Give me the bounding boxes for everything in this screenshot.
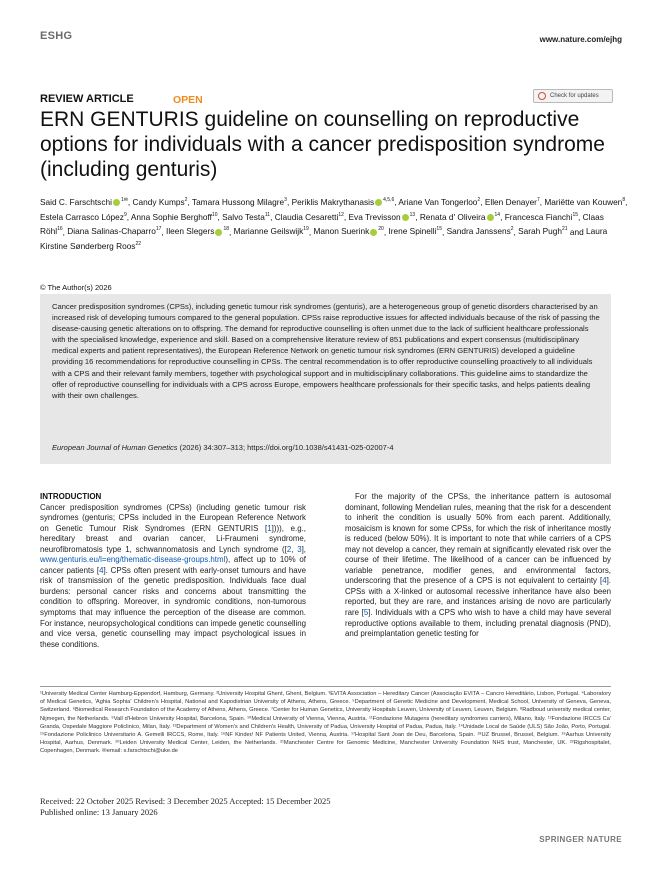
author-name-text: Sarah Pugh bbox=[518, 226, 562, 237]
article-title: ERN GENTURIS guideline on counselling on reproductive options for individuals with a cancer predisposition syndrome (including genturis) bbox=[40, 108, 605, 181]
author-name-text: Mariëtte van Kouwen bbox=[544, 196, 623, 207]
check-updates-label: Check for updates bbox=[550, 93, 599, 99]
author-name bbox=[131, 212, 218, 222]
ref-link-1[interactable]: 1 bbox=[267, 523, 272, 533]
author-name-text: Periklis Makrythanasis bbox=[291, 196, 375, 207]
body-text: For the majority of the CPSs, the inheritance pattern is autosomal dominant, following Mendelian rules, meaning that the risk for a descendent to inherit the condition is usually 50% from each parent. Additionally, mosaicism is known for some CPSs, for which the risk of inheritance mostly is reduced (below 50%). It is important to note that while carriers of a CPS may not develop a cancer, they remain at significantly elevated risk over the course of their lifetime. The likelihood of a cancer can be influenced by variable penetrance, modifier genes, and environmental factors, underscoring that the presence of a CPS is not equivalent to certainty [ bbox=[345, 492, 611, 586]
author-name bbox=[40, 212, 127, 222]
author-name bbox=[222, 212, 270, 222]
author-name-text: Estela Carrasco López bbox=[40, 211, 124, 222]
author-affiliation-number: 21 bbox=[561, 226, 568, 233]
author-affiliation-number: 13 bbox=[409, 211, 416, 218]
author-name-text: Irene Spinelli bbox=[388, 226, 437, 237]
check-for-updates-button[interactable] bbox=[533, 89, 613, 103]
ref-link-5[interactable]: 5 bbox=[363, 608, 369, 618]
abstract-box bbox=[40, 294, 611, 464]
body-column-right bbox=[345, 492, 611, 640]
author-list: Said C. Farschtschi $^{1✉}$, Candy Kumps$^2$, Tamara Hussong Milagre$^3$, Periklis Makrythanasis $^{4,5,6}$, Ariane Van Tongerloo$^2$, Ellen Denayer$^7$, Mariëtte van Kouwen$^8$, Estela Carrasco López$^9$, Anna Sophie Berghoff$^{10}$, Salvo Testa$^{11}$, Claudia Cesaretti$^{12}$, Eva Trevisson $^{13}$, Renata d' Oliveira $^{14}$, Francesca Fianchi$^{15}$, Claas Röhl$^{16}$, Diana Salinas-Chaparro$^{17}$, Ileen Slegers $^{18}$, Marianne Geilswijk$^{19}$, Manon Suerink $^{20}$, Irene Spinelli$^{15}$, Sandra Janssens$^2$, Sarah Pugh$^{21}$ and Laura Kirstine Sønderberg Roos$^{22}$ bbox=[40, 196, 628, 252]
journal-url-link[interactable]: www.nature.com/ejhg bbox=[539, 35, 622, 44]
affiliations-divider bbox=[40, 686, 611, 687]
orcid-icon[interactable] bbox=[370, 229, 377, 236]
author-affiliation-number: 22 bbox=[135, 241, 142, 248]
author-name bbox=[447, 226, 514, 236]
ref-link-3[interactable]: 3 bbox=[297, 544, 302, 554]
author-affiliation-number: 20 bbox=[378, 226, 384, 233]
author-name bbox=[40, 197, 128, 207]
author-name bbox=[166, 226, 229, 236]
author-name bbox=[234, 226, 309, 236]
journal-name: European Journal of Human Genetics bbox=[52, 443, 178, 452]
intro-text: ), affect up to 10% of cancer patients [ bbox=[40, 555, 306, 575]
orcid-icon[interactable] bbox=[215, 229, 222, 236]
author-affiliation-number: 2 bbox=[184, 197, 188, 203]
orcid-icon[interactable] bbox=[402, 214, 409, 221]
author-name-text: Sandra Janssens bbox=[446, 226, 511, 237]
author-affiliation-number: 10 bbox=[211, 211, 218, 218]
author-name bbox=[398, 197, 480, 207]
author-name bbox=[420, 212, 500, 222]
author-affiliation-number: 17 bbox=[155, 226, 162, 233]
author-name-text: Renata d' Oliveira bbox=[419, 211, 486, 222]
author-name bbox=[275, 212, 344, 222]
author-name-text: Salvo Testa bbox=[222, 211, 265, 222]
intro-text: ]. CPSs often present with early-onset tumours and have risk of transmission of the genetic predisposition. Individuals face dual burdens: personal cancer risks and concerns about transmitting the condition to offspring. Moreover, in syndromic conditions, non-tumorous symptoms that may influence the perception of the disease are common. For instance, neuropsychological conditions can impede genetic counselling and vice versa, genetic counselling may impact psychological issues in these conditions. bbox=[40, 565, 306, 649]
author-affiliation-number: 19 bbox=[303, 226, 309, 233]
author-affiliation-number: 2 bbox=[510, 226, 514, 233]
author-affiliation-number: 11 bbox=[264, 211, 271, 218]
author-affiliation-number: 8 bbox=[622, 197, 626, 203]
published-online-date: Published online: 13 January 2026 bbox=[40, 807, 158, 817]
body-text: ]. Individuals with a CPS who wish to have a child may have several reproductive options available to them, including prenatal diagnosis (PND), and preimplantation genetic testing for bbox=[345, 608, 611, 639]
author-name bbox=[518, 226, 567, 236]
author-name-text: Marianne Geilswijk bbox=[233, 226, 304, 237]
author-name-text: Tamara Hussong Milagre bbox=[191, 196, 285, 207]
orcid-icon[interactable] bbox=[375, 199, 382, 206]
author-name bbox=[313, 226, 383, 236]
author-name-text: Diana Salinas-Chaparro bbox=[67, 226, 156, 237]
intro-text: ], bbox=[301, 544, 306, 554]
author-affiliation-number: 2 bbox=[477, 197, 481, 203]
author-name bbox=[133, 197, 188, 207]
author-name bbox=[292, 197, 395, 207]
author-affiliation-number: 12 bbox=[338, 211, 344, 218]
body-text: ]. CPSs with a X-linked or autosomal recessive inheritance have also been reported, but they are rare, and instances arising de novo are particularly rare [ bbox=[345, 576, 611, 618]
author-name-text: Laura Kirstine Sønderberg Roos bbox=[40, 226, 608, 252]
author-affiliation-number: 15 bbox=[572, 211, 579, 218]
author-affiliation-number: 15 bbox=[436, 226, 442, 233]
abstract-text: Cancer predisposition syndromes (CPSs), including genetic tumour risk syndromes (genturis), are a heterogeneous group of genetic disorders characterised by an increased risk of developing tumours compared to the general population. CPSs raise reproductive issues for affected individuals because of the risk of passing the disease-causing genetic alterations on to offspring. The demand for reproductive counselling is often unmet due to the lack of sufficient healthcare professionals with the specialised knowledge, experience and skill. Based on a comprehensive literature review of 851 publications and expert consensus (multidisciplinary medical experts and patient representatives), the European Reference Network on genetic tumour risk syndromes (ERN GENTURIS) developed a guideline providing 16 recommendations for reproductive counselling in CPSs. The central recommendation is to offer reproductive counselling proactively to all individuals with a CPS and their relevant family members, together with psychological support and in multidisciplinary collaborations. This guideline aims to standardize the offer of reproductive counselling for individuals with a CPS across Europe, empowers healthcare professionals for their specific tasks, and helps patients dealing with their own challenges. bbox=[52, 302, 600, 400]
genturis-url-link[interactable]: www.genturis.eu/l=eng/thematic-disease-groups.html bbox=[40, 555, 226, 565]
article-type-label: REVIEW ARTICLE bbox=[40, 93, 134, 105]
author-name-text: Francesca Fianchi bbox=[504, 211, 573, 222]
author-name bbox=[192, 197, 287, 207]
author-name-text: Said C. Farschtschi bbox=[40, 196, 112, 207]
ref-link-2[interactable]: 2 bbox=[286, 544, 292, 554]
intro-text: ]))), e.g., hereditary breast and ovarian cancer, Li-Fraumeni syndrome, neurofibromatosis type 1, schwannomatosis and Lynch syndrome ([ bbox=[40, 523, 306, 554]
author-affiliation-number: 1✉ bbox=[120, 197, 128, 203]
check-updates-icon bbox=[538, 92, 546, 100]
author-name-text: Claudia Cesaretti bbox=[274, 211, 339, 222]
publication-dates bbox=[40, 796, 331, 818]
publisher-logo: SPRINGER NATURE bbox=[539, 835, 622, 844]
author-name-text: Claas Röhl bbox=[40, 211, 604, 237]
orcid-icon[interactable] bbox=[487, 214, 494, 221]
author-affiliation-number: 7 bbox=[536, 197, 540, 203]
author-name bbox=[544, 197, 625, 207]
author-name-text: Eva Trevisson bbox=[348, 211, 401, 222]
ref-link-4[interactable]: 4 bbox=[99, 565, 104, 575]
author-name-text: Manon Suerink bbox=[313, 226, 370, 237]
author-affiliation-number: 16 bbox=[57, 226, 63, 233]
author-name-text: Candy Kumps bbox=[132, 196, 185, 207]
intro-text: Cancer predisposition syndromes (CPSs) (including genetic tumour risk syndromes (genturis; CPSs included in the European Reference Network on Genetic Tumour Risk Syndromes (ERN GENTURIS [ bbox=[40, 502, 306, 533]
author-name bbox=[388, 226, 442, 236]
author-name-text: Ariane Van Tongerloo bbox=[398, 196, 478, 207]
author-affiliation-number: 4,5,6 bbox=[383, 197, 395, 203]
copyright-notice: © The Author(s) 2026 bbox=[40, 283, 112, 292]
author-name bbox=[67, 226, 161, 236]
author-name bbox=[485, 197, 540, 207]
author-affiliation-number: 9 bbox=[123, 211, 127, 218]
citation-line bbox=[52, 443, 600, 452]
section-heading-introduction: INTRODUCTION bbox=[40, 492, 102, 501]
author-name bbox=[505, 212, 578, 222]
author-affiliation-number: 14 bbox=[494, 211, 501, 218]
author-affiliation-number: 18 bbox=[223, 226, 230, 233]
body-column-left bbox=[40, 492, 306, 650]
intro-text: , bbox=[291, 544, 298, 554]
open-access-badge: OPEN bbox=[173, 94, 203, 106]
citation-details: (2026) 34:307–313; https://doi.org/10.1038/s41431-025-02007-4 bbox=[177, 443, 394, 452]
author-name-text: Ellen Denayer bbox=[484, 196, 537, 207]
journal-logo: ESHG bbox=[40, 30, 73, 42]
author-affiliation-number: 3 bbox=[284, 197, 287, 203]
author-name-text: Ileen Slegers bbox=[166, 226, 215, 237]
received-revised-accepted-dates: Received: 22 October 2025 Revised: 3 December 2025 Accepted: 15 December 2025 bbox=[40, 796, 331, 806]
author-name bbox=[349, 212, 416, 222]
author-name-text: Anna Sophie Berghoff bbox=[130, 211, 212, 222]
ref-link-4b[interactable]: 4 bbox=[602, 576, 607, 586]
orcid-icon[interactable] bbox=[113, 199, 120, 206]
affiliations-text: ¹University Medical Center Hamburg-Eppendorf, Hamburg, Germany. ²University Hospital Ghent, Ghent, Belgium. ³EVITA Association – Hereditary Cancer (Associação EVITA – Cancro Hereditário, Lisbon, Portugal. ⁴Laboratory of Medical Genetics, 'Aghia Sophia' Children's Hospital, National and Kapodistrian University of Athens, Athens, Greece. ⁵Department of Genetic Medicine and Development, Medical School, University of Geneva, Geneva, Switzerland. ⁶Biomedical Research Foundation of the Academy of Athens, Athens, Greece. ⁷Center for Human Genetics, University Hospitals Leuven, University of Leuven, Leuven, Belgium. ⁸Radboud university medical center, Nijmegen, the Netherlands. ⁹Vall d'Hebron University Hospital, Barcelona, Spain. ¹⁰Medical University of Vienna, Vienna, Austria. ¹¹Fondazione Mutagens (hereditary syndromes carriers), Milano, Italy. ¹²Fondazione IRCCS Ca' Granda, Ospedale Maggiore Policlinico, Milan, Italy. ¹³Department of Women's and Children's Health, University of Padua, University Hospital of Padua, Padua, Italy. ¹⁴Unidade Local de Saúde (ULS) São João, Porto, Portugal. ¹⁵Fondazione Policlinico Universitario A. Gemelli IRCCS, Rome, Italy. ¹⁶NF Kinder/ NF Patients United, Vienna, Austria. ¹⁷Hospital Sant Joan de Deu, Barcelona, Spain. ¹⁸UZ Brussel, Brussel, Belgium. ¹⁹Aarhus University Hospital, Aarhus, Denmark. ²⁰Leiden University Medical Center, Leiden, the Netherlands. ²¹Manchester Centre for Genomic Medicine, Manchester University Foundation NHS trust, Manchester, UK. ²²Rigshospitalet, Copenhagen, Denmark. ✉email: s.farschtschi@uke.de bbox=[40, 691, 611, 755]
